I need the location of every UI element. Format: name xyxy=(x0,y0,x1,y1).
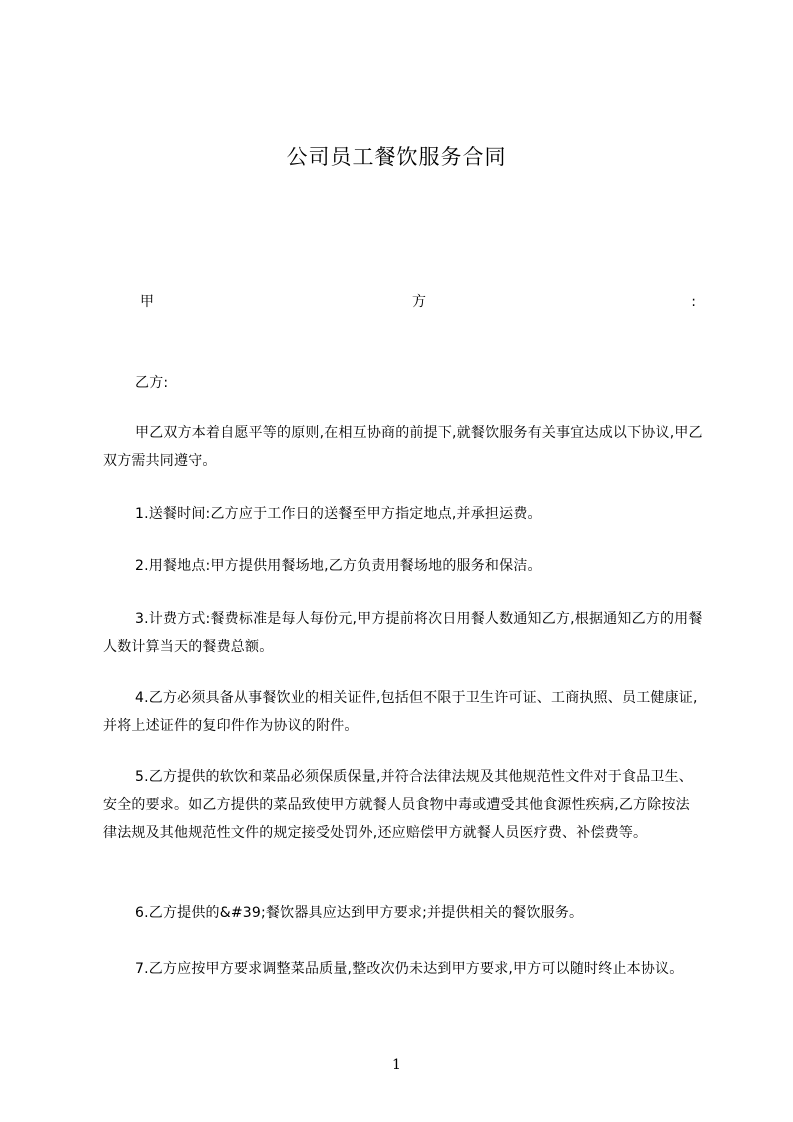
clause-2: 2.用餐地点:甲方提供用餐场地,乙方负责用餐场地的服务和保洁。 xyxy=(135,558,542,574)
page-number: 1 xyxy=(392,1057,401,1073)
clause-6: 6.乙方提供的&#39;餐饮器具应达到甲方要求;并提供相关的餐饮服务。 xyxy=(135,905,584,921)
clause-1: 1.送餐时间:乙方应于工作日的送餐至甲方指定地点,并承担运费。 xyxy=(135,506,542,522)
party-b-label: 乙方: xyxy=(135,375,169,391)
intro-paragraph: 甲乙双方本着自愿平等的原则,在相互协商的前提下,就餐饮服务有关事宜达成以下协议,甲乙双方需共同遵守。 xyxy=(103,425,703,469)
clause-4: 4.乙方必须具备从事餐饮业的相关证件,包括但不限于卫生许可证、工商执照、员工健康证,并将上述证件的复印件作为协议的附件。 xyxy=(103,690,698,734)
party-a-char-1: 甲 xyxy=(140,294,154,310)
clause-3: 3.计费方式:餐费标准是每人每份元,甲方提前将次日用餐人数通知乙方,根据通知乙方的用餐人数计算当天的餐费总额。 xyxy=(103,611,703,655)
party-a-char-2: 方 xyxy=(412,294,426,310)
document-title: 公司员工餐饮服务合同 xyxy=(286,145,507,169)
clause-5: 5.乙方提供的软饮和菜品必须保质保量,并符合法律法规及其他规范性文件对于食品卫生、安全的要求。如乙方提供的菜品致使甲方就餐人员食物中毒或遭受其他食源性疾病,乙方除按法律法规及其他规范性文件的规定接受处罚外,还应赔偿甲方就餐人员医疗费、补偿费等。 xyxy=(103,769,694,841)
clause-7: 7.乙方应按甲方要求调整菜品质量,整改次仍未达到甲方要求,甲方可以随时终止本协议。 xyxy=(135,961,684,977)
party-a-line xyxy=(140,290,696,314)
party-a-colon: : xyxy=(691,294,696,310)
